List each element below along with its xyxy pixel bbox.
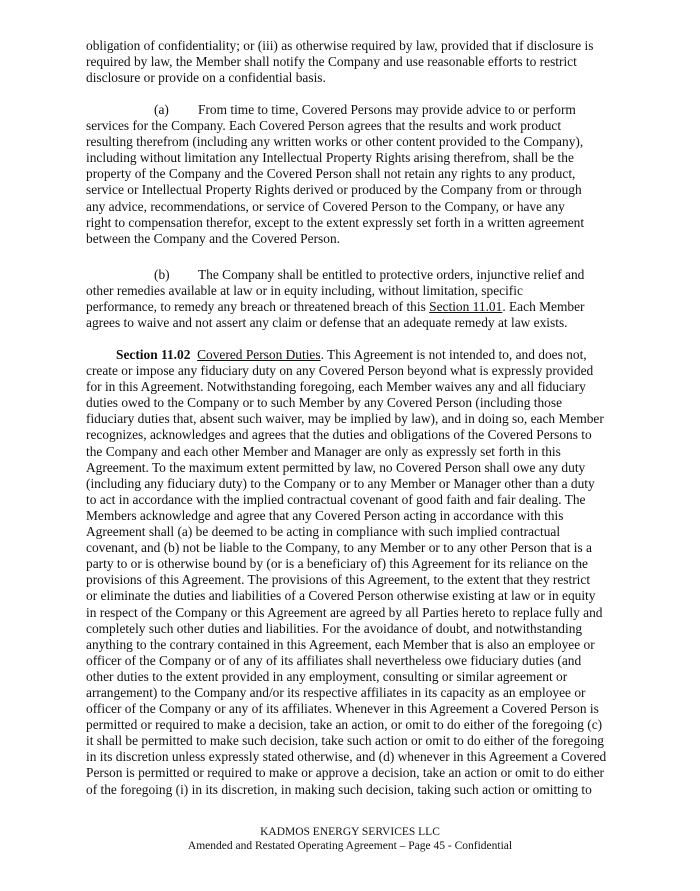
text-line: completely such other duties and liabilities. For the avoidance of doubt, and notwithstanding <box>86 620 583 636</box>
text-line: permitted or required to make a decision, take an action, or omit to do either of the foregoing (c) <box>86 717 603 733</box>
text-line: anything to the contrary contained in this Agreement, each Member that is also an employee or <box>86 636 595 652</box>
text-line: of the foregoing (i) in its discretion, in making such decision, taking such action or omitting to <box>86 781 592 797</box>
text-line: right to compensation therefor, except to the extent expressly set forth in a written agreement <box>86 214 585 230</box>
paragraph-confidentiality-end <box>86 38 618 86</box>
section-number: Section 11.02 <box>116 347 191 362</box>
text-segment: . This Agreement is not intended to, and does not, <box>320 347 587 362</box>
text-line: Members acknowledge and agree that any Covered Person acting in accordance with this <box>86 507 564 523</box>
footer-company: KADMOS ENERGY SERVICES LLC <box>260 826 440 838</box>
section-11-02-covered-person-duties <box>86 347 618 798</box>
text-line: officer of the Company or of any of its affiliates shall nevertheless owe fiduciary duties (and <box>86 652 582 668</box>
text-line: other remedies available at law or in equity including, without limitation, specific <box>86 283 523 299</box>
text-line: provisions of this Agreement. The provisions of this Agreement, to the extent that they restrict <box>86 572 591 588</box>
page-footer <box>0 825 700 853</box>
clause-label-a: (a) <box>154 102 169 117</box>
clause-label-b: (b) <box>154 267 170 282</box>
text-line: officer of the Company or any of its affiliates. Whenever in this Agreement a Covered Person is <box>86 701 599 717</box>
text-line: Person is permitted or required to make or approve a decision, take an action or omit to do either <box>86 765 604 781</box>
text-line: resulting therefrom (including any written works or other content provided to the Company), <box>86 134 584 150</box>
section-title: Covered Person Duties <box>197 347 321 362</box>
text-line: between the Company and the Covered Person. <box>86 230 340 246</box>
text-line: (including any fiduciary duty) to the Company or to any Member or Manager other than a duty <box>86 475 595 491</box>
text-segment: . Each Member <box>502 299 585 315</box>
text-line: in respect of the Company or this Agreement are agreed by all Parties hereto to replace fully and <box>86 604 603 620</box>
text-line: any advice, recommendations, or service of Covered Person to the Company, or have any <box>86 198 565 214</box>
text-line: property of the Company and the Covered Person shall not retain any rights to any product, <box>86 166 576 182</box>
text-line: party to or is otherwise bound by (or is a beneficiary of) this Agreement for its reliance on the <box>86 556 588 572</box>
paragraph-a-work-product <box>86 102 618 247</box>
text-line: covenant, and (b) not be liable to the Company, to any Member or to any other Person that is a <box>86 540 592 556</box>
text-line: create or impose any fiduciary duty on any Covered Person beyond what is expressly provided <box>86 363 594 379</box>
text-line: agrees to waive and not assert any claim or defense that an adequate remedy at law exists. <box>86 315 568 331</box>
text-line: services for the Company. Each Covered Person agrees that the results and work product <box>86 118 562 134</box>
text-line: the Company and each other Member and Manager are only as expressly set forth in this <box>86 443 561 459</box>
text-line: disclosure or provide on a confidential basis. <box>86 70 326 86</box>
text-line: fiduciary duties that, absent such waiver, may be implied by law), and in doing so, each Member <box>86 411 604 427</box>
section-reference: Section 11.01 <box>429 299 503 315</box>
text-line: other duties to the extent provided in any employment, consulting or similar agreement or <box>86 668 568 684</box>
text-line: in its discretion unless expressly stated otherwise, and (d) whenever in this Agreement a Covered <box>86 749 607 765</box>
text-segment: performance, to remedy any breach or threatened breach of this <box>86 299 430 315</box>
text-line: Agreement. To the maximum extent permitted by law, no Covered Person shall owe any duty <box>86 459 586 475</box>
text-line: it shall be permitted to make such decision, take such action or omit to do either of the foregoing <box>86 733 605 749</box>
text-line: obligation of confidentiality; or (iii) as otherwise required by law, provided that if disclosure is <box>86 38 594 53</box>
text-line: recognizes, acknowledges and agrees that the duties and obligations of the Covered Persons to <box>86 427 592 443</box>
text-line: From time to time, Covered Persons may provide advice to or perform <box>198 102 576 117</box>
text-line: required by law, the Member shall notify the Company and use reasonable efforts to restrict <box>86 54 577 70</box>
paragraph-b-remedies <box>86 267 618 331</box>
text-line: for in this Agreement. Notwithstanding foregoing, each Member waives any and all fiduciary <box>86 379 586 395</box>
text-line: duties owed to the Company or to such Member by any Covered Person (including those <box>86 395 563 411</box>
text-line: arrangement) to the Company and/or its respective affiliates in its capacity as an employee or <box>86 684 586 700</box>
text-line: to act in accordance with the implied contractual covenant of good faith and fair dealing. The <box>86 491 586 507</box>
text-line: service or Intellectual Property Rights derived or produced by the Company from or through <box>86 182 582 198</box>
footer-page-info: Amended and Restated Operating Agreement – Page 45 - Confidential <box>187 840 513 852</box>
text-line: or eliminate the duties and liabilities of a Covered Person otherwise existing at law or in equity <box>86 588 596 604</box>
text-line: including without limitation any Intellectual Property Rights arising therefrom, shall be the <box>86 150 574 166</box>
text-line: Agreement shall (a) be deemed to be acting in compliance with such implied contractual <box>86 524 561 540</box>
text-line: The Company shall be entitled to protective orders, injunctive relief and <box>198 267 585 282</box>
